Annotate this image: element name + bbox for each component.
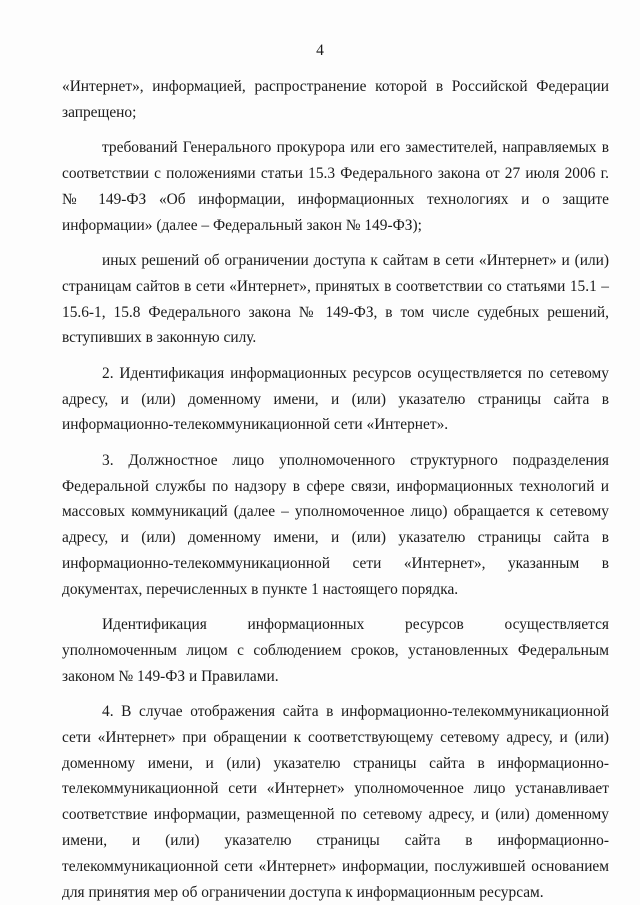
- paragraph-identification-terms: Идентификация информационных ресурсов осуществляется уполномоченным лицом с соблюдением сроков, установленных Федеральным законом № 149-ФЗ и Правилами.: [62, 616, 609, 685]
- paragraph-item-4: 4. В случае отображения сайта в информационно-телекоммуникационной сети «Интернет» при обращении к соответствующему сетевому адресу, и (или) доменному имени, и (или) указателю страницы сайта в информационно-телекоммуникационной сети «Интернет» уполномоченное лицо устанавливает соответствие информации, размещенной по сетевому адресу, и (или) доменному имени, и (или) указателю страницы сайта в информационно-телекоммуникационной сети «Интернет» информации, послужившей основанием для принятия мер об ограничении доступа к информационным ресурсам.: [62, 703, 609, 901]
- paragraph-prosecutor-requirements: требований Генерального прокурора или его заместителей, направляемых в соответствии с положениями статьи 15.3 Федерального закона от 27 июля 2006 г. № 149-ФЗ «Об информации, информационных технологиях и о защите информации» (далее – Федеральный закон № 149-ФЗ);: [62, 139, 609, 234]
- paragraph-continuation: «Интернет», информацией, распространение которой в Российской Федерации запрещено;: [62, 78, 609, 121]
- paragraph-item-2: 2. Идентификация информационных ресурсов осуществляется по сетевому адресу, и (или) доменному имени, и (или) указателю страницы сайта в информационно-телекоммуникационной сети «Интернет».: [62, 364, 609, 434]
- paragraph-item-3: 3. Должностное лицо уполномоченного структурного подразделения Федеральной службы по надзору в сфере связи, информационных технологий и массовых коммуникаций (далее – уполномоченное лицо) обращается к сетевому адресу, и (или) доменному имени, и (или) указателю страницы сайта в информационно-телекоммуникационной сети «Интернет», указанным в документах, перечисленных в пункте 1 настоящего порядка.: [62, 451, 609, 598]
- page-number: 4: [316, 42, 324, 59]
- paragraph-other-decisions: иных решений об ограничении доступа к сайтам в сети «Интернет» и (или) страницам сайтов в сети «Интернет», принятых в соответствии со статьями 15.1 – 15.6-1, 15.8 Федерального закона № 149-ФЗ, в том числе судебных решений, вступивших в законную силу.: [62, 251, 609, 347]
- document-body: [62, 74, 609, 915]
